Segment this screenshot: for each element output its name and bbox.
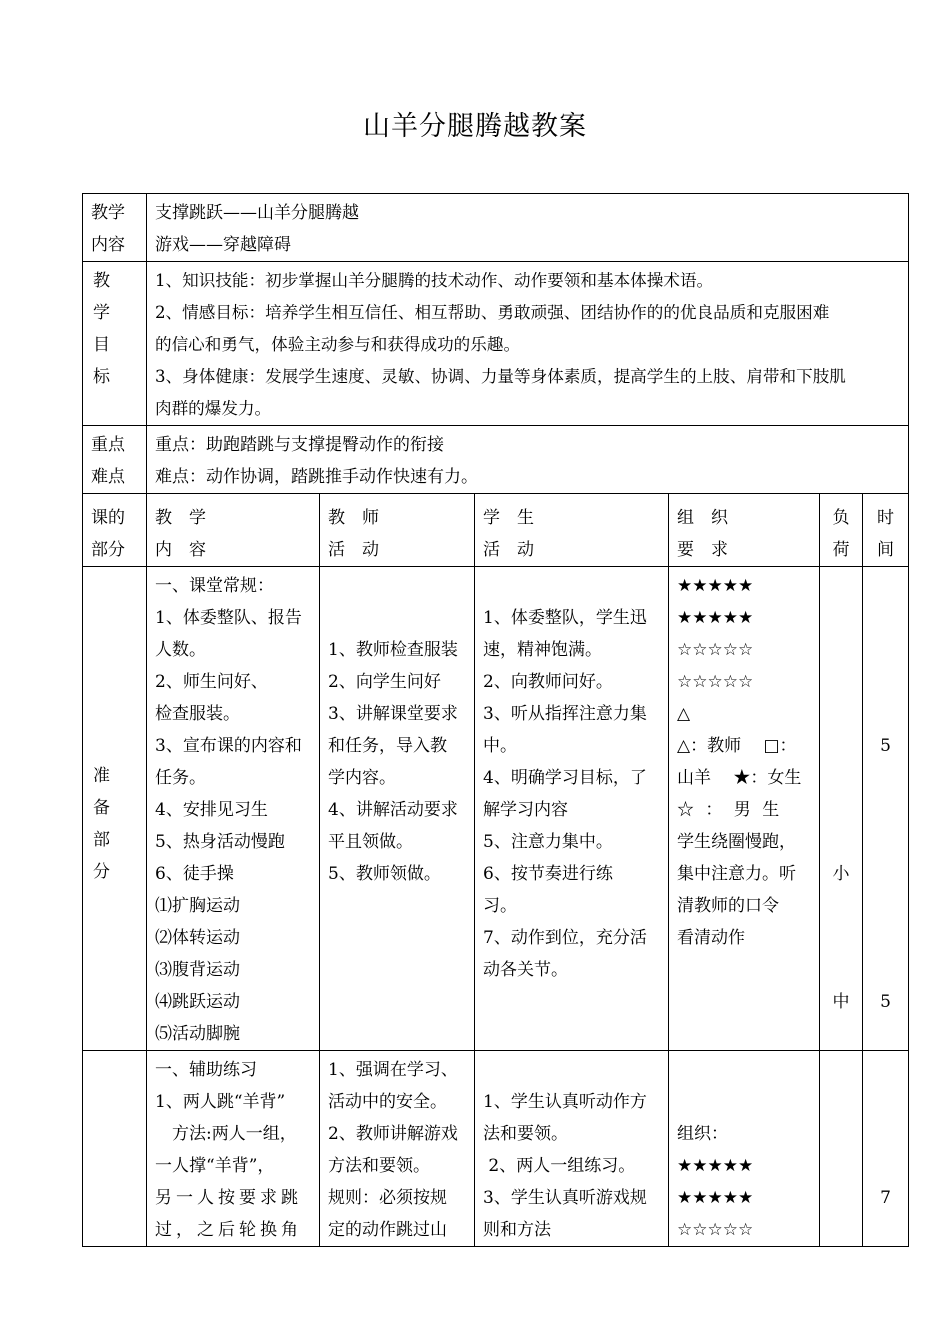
formation-row-girls: ★★★★★ [677,576,754,596]
prep-time: 5 5 [863,567,909,1051]
prep-organization: ★★★★★ ★★★★★ ☆☆☆☆☆ ☆☆☆☆☆ △ △：教师 □： 山羊 ★：女生 ☆ ： 男 生 学生绕圈慢跑， 集中注意力。听 清教师的口令 看清动作 [669,567,820,1051]
key-points-text: 重点：助跑踏跳与支撑提臀动作的衔接 难点：动作协调，踏跳推手动作快速有力。 [147,426,909,494]
header-teacher: 教 师 活 动 [320,494,475,567]
formation-row-boys: ☆☆☆☆☆ [677,672,754,692]
teaching-content-text: 支撑跳跃——山羊分腿腾越 游戏——穿越障碍 [147,194,909,262]
prep-content: 一、课堂常规： 1、体委整队、报告 人数。 2、师生问好、 检查服装。 3、宣布课的内容和 任务。 4、安排见习生 5、热身活动慢跑 6、徒手操 ⑴扩胸运动 ⑵体转运动 ⑶腹背运动 ⑷跳跃运动 ⑸活动脚腕 [147,567,320,1051]
page-title: 山羊分腿腾越教案 [363,111,587,142]
prep-load: 小 中 [820,567,863,1051]
basic-student: 1、学生认真听动作方 法和要领。 2、两人一组练习。 3、学生认真听游戏规 则和方法 [475,1051,669,1247]
basic-content: 一、辅助练习 1、两人跳“羊背” 方法:两人一组， 一人撑“羊背”， 另一人按要求跳 过，之后轮换角 [147,1051,320,1247]
label-teaching-goals: 教 学 目 标 [83,262,147,426]
formation-teacher: △ [677,704,691,724]
prep-teacher: 1、教师检查服装 2、向学生问好 3、讲解课堂要求 和任务，导入教 学内容。 4、讲解活动要求 平且领做。 5、教师领做。 [320,567,475,1051]
header-content: 教 学 内 容 [147,494,320,567]
row-teaching-content [83,194,909,262]
basic-load [820,1051,863,1247]
formation-row-boys: ☆☆☆☆☆ [677,640,754,660]
row-basic [83,1051,909,1247]
prep-part-label: 准 备 部 分 [83,567,147,1051]
row-key-points [83,426,909,494]
label-key-points: 重点 难点 [83,426,147,494]
formation-row-boys: ☆☆☆☆☆ [677,1220,754,1240]
header-load: 负 荷 [820,494,863,567]
formation-row-girls: ★★★★★ [677,1156,754,1176]
basic-organization: 组织： ★★★★★ ★★★★★ ☆☆☆☆☆ [669,1051,820,1247]
teaching-goals-text: 1、知识技能：初步掌握山羊分腿腾的技术动作、动作要领和基本体操术语。 2、情感目标：培养学生相互信任、相互帮助、勇敢顽强、团结协作的的优良品质和克服困难 的信心和勇气，体验主动参与和获得成功的乐趣。 3、身体健康：发展学生速度、灵敏、协调、力量等身体素质，提高学生的上肢、肩带和下肢肌 肉群的爆发力。 [147,262,909,426]
header-organization: 组 织 要 求 [669,494,820,567]
basic-teacher: 1、强调在学习、 活动中的安全。 2、教师讲解游戏 方法和要领。 规则：必须按规 定的动作跳过山 [320,1051,475,1247]
row-headers [83,494,909,567]
header-time: 时 间 [863,494,909,567]
prep-student: 1、体委整队，学生迅 速，精神饱满。 2、向教师问好。 3、听从指挥注意力集 中。 4、明确学习目标，了 解学习内容 5、注意力集中。 6、按节奏进行练 习。 7、动作到位，充分活 动各关节。 [475,567,669,1051]
lesson-plan-table [82,193,909,1247]
formation-row-girls: ★★★★★ [677,608,754,628]
row-teaching-goals [83,262,909,426]
header-student: 学 生 活 动 [475,494,669,567]
row-preparation [83,567,909,1051]
header-part: 课的 部分 [83,494,147,567]
basic-time: 7 [863,1051,909,1247]
basic-part-label [83,1051,147,1247]
label-teaching-content: 教学 内容 [83,194,147,262]
formation-row-girls: ★★★★★ [677,1188,754,1208]
